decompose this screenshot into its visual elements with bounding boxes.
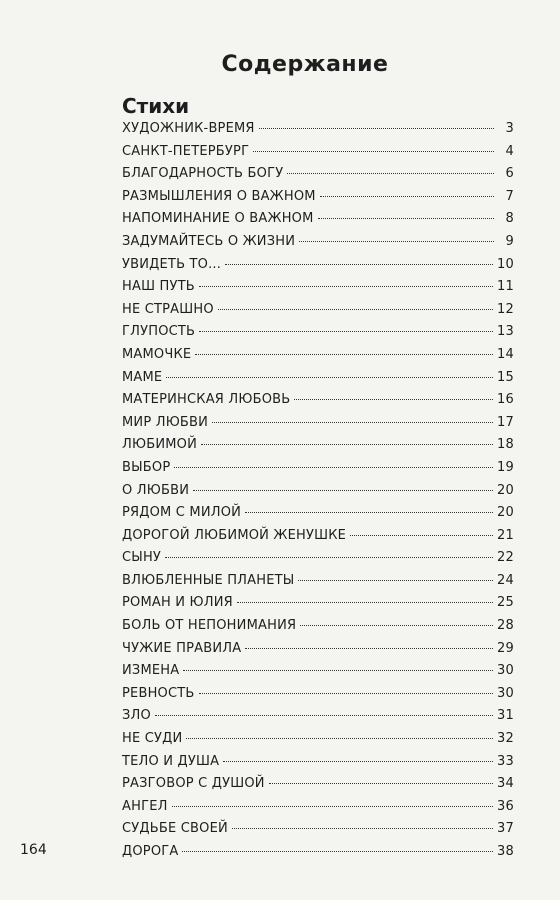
toc-entry-title: ТЕЛО И ДУША — [122, 753, 220, 769]
toc-entry-title: САНКТ-ПЕТЕРБУРГ — [122, 143, 250, 159]
toc-dot-leader — [218, 309, 493, 310]
toc-dot-leader — [174, 467, 493, 468]
toc-dot-leader — [287, 173, 494, 174]
toc-entry-title: ЗАДУМАЙТЕСЬ О ЖИЗНИ — [122, 233, 296, 249]
toc-dot-leader — [237, 602, 493, 603]
toc-entry — [122, 370, 514, 393]
toc-dot-leader — [232, 828, 493, 829]
toc-entry-title: РОМАН И ЮЛИЯ — [122, 595, 233, 611]
toc-entry — [122, 731, 514, 754]
toc-entry-page: 9 — [505, 233, 514, 249]
toc-entry — [122, 754, 514, 777]
toc-dot-leader — [225, 264, 493, 265]
toc-entry — [122, 166, 514, 189]
toc-entry — [122, 121, 514, 144]
toc-entry-page: 19 — [497, 459, 514, 475]
toc-dot-leader — [245, 512, 493, 513]
toc-entry-page: 17 — [497, 414, 514, 430]
toc-entry — [122, 437, 514, 460]
toc-entry — [122, 663, 514, 686]
toc-entry-title: НЕ СУДИ — [122, 731, 183, 747]
toc-entry — [122, 550, 514, 573]
toc-dot-leader — [186, 738, 493, 739]
toc-entry-title: МАМОЧКЕ — [122, 346, 192, 362]
toc-dot-leader — [201, 444, 493, 445]
toc-entry — [122, 686, 514, 709]
toc-entry-title: БОЛЬ ОТ НЕПОНИМАНИЯ — [122, 618, 297, 634]
section-title: Стихи — [122, 94, 190, 118]
toc-entry-title: ЛЮБИМОЙ — [122, 437, 198, 453]
toc-entry — [122, 821, 514, 844]
toc-entry-page: 6 — [505, 166, 514, 182]
toc-dot-leader — [245, 648, 493, 649]
toc-entry-page: 14 — [497, 346, 514, 362]
toc-entry-title: ДОРОГОЙ ЛЮБИМОЙ ЖЕНУШКЕ — [122, 527, 347, 543]
toc-dot-leader — [172, 806, 493, 807]
toc-entry — [122, 144, 514, 167]
toc-entry — [122, 257, 514, 280]
toc-dot-leader — [199, 331, 493, 332]
toc-entry-page: 38 — [497, 844, 514, 859]
toc-entry — [122, 528, 514, 551]
toc-dot-leader — [199, 693, 494, 694]
toc-entry — [122, 573, 514, 596]
toc-dot-leader — [165, 557, 493, 558]
toc-entry-page: 34 — [497, 776, 514, 792]
toc-entry-title: МАМЕ — [122, 369, 163, 385]
toc-entry-page: 32 — [497, 731, 514, 747]
toc-entry — [122, 483, 514, 506]
toc-entry — [122, 324, 514, 347]
toc-entry-title: РЯДОМ С МИЛОЙ — [122, 505, 242, 521]
toc-entry — [122, 415, 514, 438]
toc-entry-page: 7 — [505, 188, 514, 204]
toc-dot-leader — [183, 670, 493, 671]
toc-entry-page: 22 — [497, 550, 514, 566]
toc-entry-title: РАЗГОВОР С ДУШОЙ — [122, 776, 265, 792]
toc-entry-page: 25 — [497, 595, 514, 611]
toc-entry — [122, 618, 514, 641]
toc-entry-page: 37 — [497, 821, 514, 837]
toc-entry-title: НЕ СТРАШНО — [122, 301, 214, 317]
toc-entry-page: 21 — [497, 527, 514, 543]
page-number: 164 — [20, 842, 47, 858]
table-of-contents — [122, 121, 514, 867]
toc-dot-leader — [253, 151, 494, 152]
toc-entry-page: 18 — [497, 437, 514, 453]
toc-entry — [122, 302, 514, 325]
toc-entry-page: 33 — [497, 753, 514, 769]
toc-entry-title: НАШ ПУТЬ — [122, 279, 195, 295]
toc-entry — [122, 347, 514, 370]
toc-dot-leader — [182, 851, 493, 852]
toc-entry-title: НАПОМИНАНИЕ О ВАЖНОМ — [122, 211, 314, 227]
toc-entry-title: ХУДОЖНИК-ВРЕМЯ — [122, 121, 255, 136]
toc-entry-title: ВЫБОР — [122, 459, 171, 475]
toc-entry-title: ВЛЮБЛЕННЫЕ ПЛАНЕТЫ — [122, 572, 295, 588]
toc-dot-leader — [223, 761, 493, 762]
toc-dot-leader — [195, 354, 493, 355]
toc-dot-leader — [294, 399, 493, 400]
toc-dot-leader — [166, 377, 493, 378]
toc-entry-title: ДОРОГА — [122, 844, 179, 859]
toc-entry — [122, 279, 514, 302]
toc-dot-leader — [193, 490, 493, 491]
toc-entry — [122, 505, 514, 528]
toc-entry-title: ЗЛО — [122, 708, 151, 724]
toc-entry-page: 4 — [505, 143, 514, 159]
toc-entry-page: 20 — [497, 482, 514, 498]
toc-entry — [122, 708, 514, 731]
toc-entry-page: 3 — [505, 121, 514, 136]
toc-entry-title: РЕВНОСТЬ — [122, 685, 195, 701]
toc-entry-title: БЛАГОДАРНОСТЬ БОГУ — [122, 166, 284, 182]
toc-entry-page: 24 — [497, 572, 514, 588]
toc-dot-leader — [299, 241, 494, 242]
toc-entry-title: АНГЕЛ — [122, 798, 168, 814]
toc-entry-title: СУДЬБЕ СВОЕЙ — [122, 821, 228, 837]
toc-entry-page: 8 — [505, 211, 514, 227]
toc-entry-title: УВИДЕТЬ ТО... — [122, 256, 222, 272]
toc-dot-leader — [300, 625, 493, 626]
toc-entry — [122, 211, 514, 234]
toc-entry — [122, 234, 514, 257]
toc-dot-leader — [320, 196, 494, 197]
toc-dot-leader — [269, 783, 493, 784]
toc-entry-title: МИР ЛЮБВИ — [122, 414, 209, 430]
toc-entry-page: 13 — [497, 324, 514, 340]
toc-dot-leader — [199, 286, 493, 287]
toc-entry-title: ЧУЖИЕ ПРАВИЛА — [122, 640, 242, 656]
toc-entry — [122, 776, 514, 799]
toc-dot-leader — [318, 218, 494, 219]
page-title: Содержание — [221, 52, 389, 77]
toc-entry-page: 28 — [497, 618, 514, 634]
toc-entry-title: ГЛУПОСТЬ — [122, 324, 196, 340]
toc-entry-title: ИЗМЕНА — [122, 663, 180, 679]
toc-dot-leader — [155, 715, 493, 716]
toc-entry-page: 36 — [497, 798, 514, 814]
toc-entry-title: МАТЕРИНСКАЯ ЛЮБОВЬ — [122, 392, 291, 408]
toc-entry-page: 10 — [497, 256, 514, 272]
toc-entry-page: 30 — [497, 685, 514, 701]
toc-entry-page: 31 — [497, 708, 514, 724]
toc-dot-leader — [259, 128, 494, 129]
toc-entry-page: 30 — [497, 663, 514, 679]
toc-entry-page: 20 — [497, 505, 514, 521]
toc-entry — [122, 189, 514, 212]
toc-dot-leader — [298, 580, 493, 581]
toc-entry-page: 11 — [497, 279, 514, 295]
toc-entry-page: 15 — [497, 369, 514, 385]
toc-entry-page: 12 — [497, 301, 514, 317]
toc-dot-leader — [212, 422, 493, 423]
toc-entry — [122, 595, 514, 618]
toc-entry — [122, 641, 514, 664]
toc-entry — [122, 844, 514, 867]
toc-entry-page: 16 — [497, 392, 514, 408]
toc-entry-title: РАЗМЫШЛЕНИЯ О ВАЖНОМ — [122, 188, 316, 204]
toc-entry-title: СЫНУ — [122, 550, 162, 566]
toc-entry-page: 29 — [497, 640, 514, 656]
toc-entry-title: О ЛЮБВИ — [122, 482, 190, 498]
toc-entry — [122, 392, 514, 415]
toc-entry — [122, 799, 514, 822]
toc-entry — [122, 460, 514, 483]
toc-dot-leader — [350, 535, 493, 536]
